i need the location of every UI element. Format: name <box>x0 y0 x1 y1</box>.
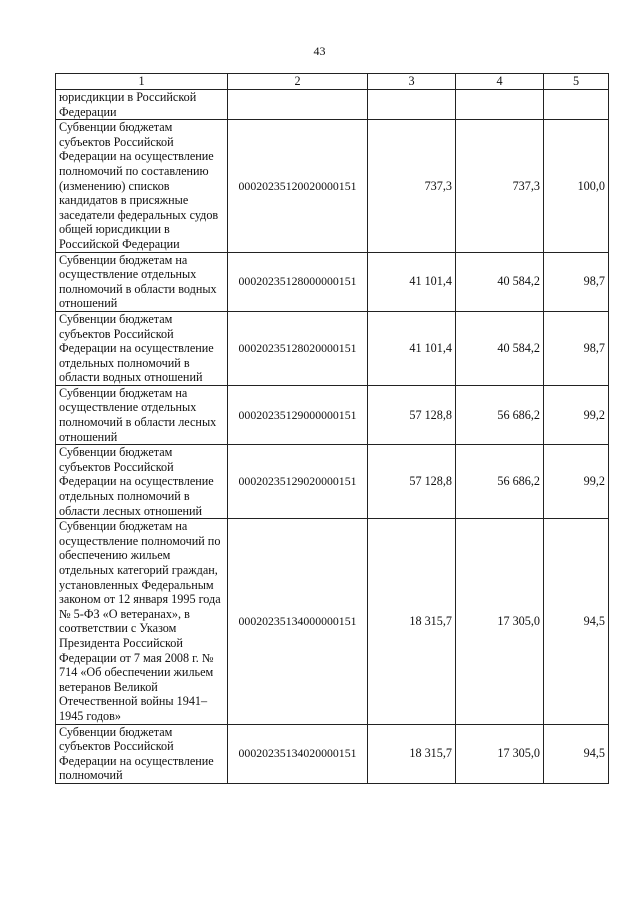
row-executed: 17 305,0 <box>456 519 544 724</box>
row-name: Субвенции бюджетам на осуществление отдельных полномочий в области лесных отношений <box>56 385 228 444</box>
row-name: Субвенции бюджетам субъектов Российской Федерации на осуществление отдельных полномочий в области лесных отношений <box>56 445 228 519</box>
row-code: 00020235128000000151 <box>228 252 368 311</box>
row-code: 00020235120020000151 <box>228 120 368 252</box>
row-code: 00020235134020000151 <box>228 724 368 783</box>
page-number: 43 <box>313 44 326 58</box>
column-header-5: 5 <box>544 74 609 90</box>
row-percent: 99,2 <box>544 385 609 444</box>
table-row <box>56 311 609 385</box>
row-percent <box>544 90 609 120</box>
row-name: Субвенции бюджетам субъектов Российской Федерации на осуществление отдельных полномочий в области водных отношений <box>56 311 228 385</box>
row-planned: 57 128,8 <box>368 445 456 519</box>
table-header-row <box>56 74 609 90</box>
row-code: 00020235134000000151 <box>228 519 368 724</box>
row-percent: 94,5 <box>544 724 609 783</box>
row-executed <box>456 90 544 120</box>
row-planned: 737,3 <box>368 120 456 252</box>
row-executed: 737,3 <box>456 120 544 252</box>
column-header-1: 1 <box>56 74 228 90</box>
row-code <box>228 90 368 120</box>
row-planned: 18 315,7 <box>368 724 456 783</box>
table-row <box>56 252 609 311</box>
row-executed: 56 686,2 <box>456 445 544 519</box>
budget-table <box>55 73 609 784</box>
row-code: 00020235129000000151 <box>228 385 368 444</box>
row-percent: 99,2 <box>544 445 609 519</box>
row-name: Субвенции бюджетам субъектов Российской Федерации на осуществление полномочий по составлению (изменению) списков кандидатов в присяжные заседатели федеральных судов общей юрисдикции в Российской Федерации <box>56 120 228 252</box>
row-planned: 41 101,4 <box>368 311 456 385</box>
table-row <box>56 90 609 120</box>
row-planned: 41 101,4 <box>368 252 456 311</box>
column-header-3: 3 <box>368 74 456 90</box>
row-executed: 17 305,0 <box>456 724 544 783</box>
row-code: 00020235129020000151 <box>228 445 368 519</box>
row-percent: 94,5 <box>544 519 609 724</box>
row-name: Субвенции бюджетам субъектов Российской Федерации на осуществление полномочий <box>56 724 228 783</box>
row-planned: 57 128,8 <box>368 385 456 444</box>
table-row <box>56 724 609 783</box>
row-name: Субвенции бюджетам на осуществление отдельных полномочий в области водных отношений <box>56 252 228 311</box>
row-executed: 40 584,2 <box>456 252 544 311</box>
column-header-4: 4 <box>456 74 544 90</box>
row-code: 00020235128020000151 <box>228 311 368 385</box>
table-row <box>56 519 609 724</box>
row-percent: 100,0 <box>544 120 609 252</box>
row-executed: 40 584,2 <box>456 311 544 385</box>
row-executed: 56 686,2 <box>456 385 544 444</box>
row-planned <box>368 90 456 120</box>
column-header-2: 2 <box>228 74 368 90</box>
table-row <box>56 120 609 252</box>
row-name: юрисдикции в Российской Федерации <box>56 90 228 120</box>
table-row <box>56 445 609 519</box>
row-percent: 98,7 <box>544 252 609 311</box>
row-percent: 98,7 <box>544 311 609 385</box>
row-name: Субвенции бюджетам на осуществление полномочий по обеспечению жильем отдельных категорий граждан, установленных Федеральным законом от 12 января 1995 года № 5-ФЗ «О ветеранах», в соответствии с Указом Президента Российской Федерации от 7 мая 2008 г. № 714 «Об обеспечении жильем ветеранов Великой Отечественной войны 1941–1945 годов» <box>56 519 228 724</box>
table-row <box>56 385 609 444</box>
row-planned: 18 315,7 <box>368 519 456 724</box>
